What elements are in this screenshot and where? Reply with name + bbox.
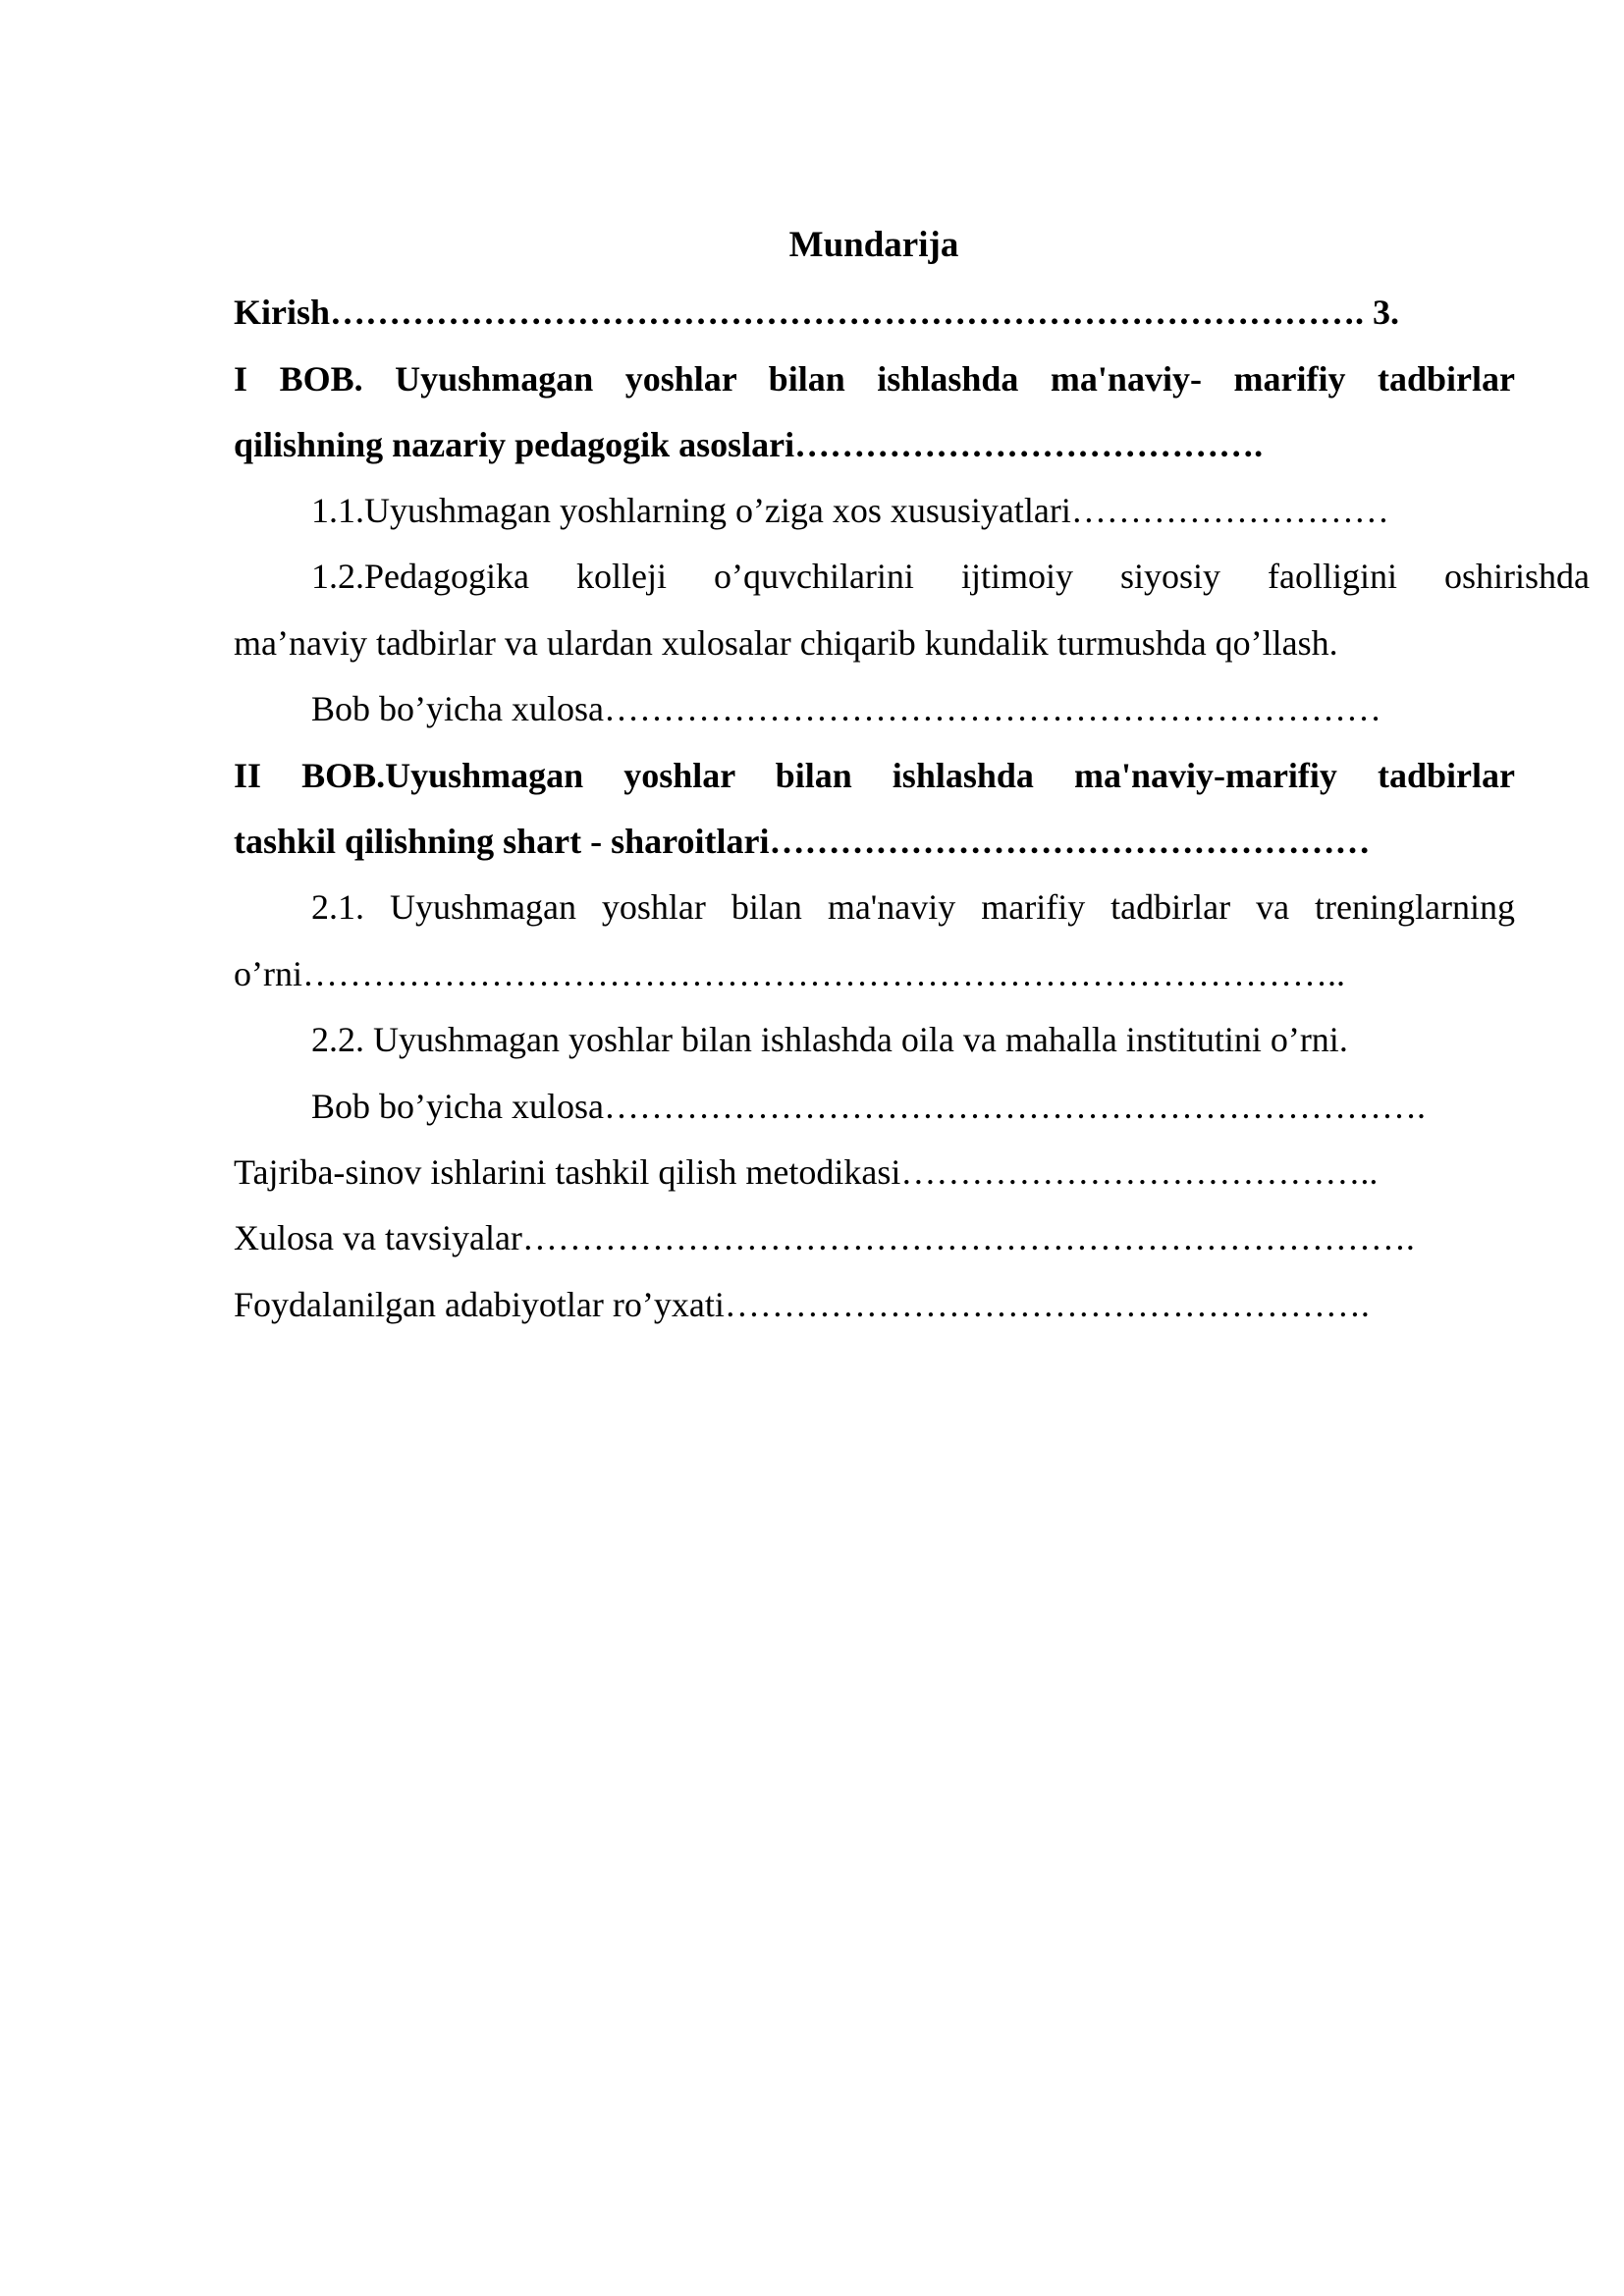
toc-chapter-1-heading: I BOB. Uyushmagan yoshlar bilan ishlashda ma'naviy- marifiy tadbirlar <box>234 359 1515 399</box>
toc-chapter-1-heading-continued: qilishning nazariy pedagogik asoslari…………………………………. <box>234 425 1264 464</box>
toc-title: Mundarija <box>788 225 959 265</box>
toc-section-1-1: 1.1.Uyushmagan yoshlarning o’ziga xos xususiyatlari……………………… <box>311 491 1389 530</box>
toc-section-1-2-continued: ma’naviy tadbirlar va ulardan xulosalar chiqarib kundalik turmushda qo’llash. <box>234 623 1338 663</box>
toc-chapter-1-conclusion: Bob bo’yicha xulosa………………………………………………………… <box>311 689 1381 728</box>
toc-section-2-1-continued: o’rni…………………………………………………………………………….. <box>234 954 1345 993</box>
toc-chapter-2-heading-continued: tashkil qilishning shart - sharoitlari…………………………………………… <box>234 822 1371 861</box>
toc-section-2-2: 2.2. Uyushmagan yoshlar bilan ishlashda oila va mahalla institutini o’rni. <box>311 1020 1348 1059</box>
toc-section-2-1: 2.1. Uyushmagan yoshlar bilan ma'naviy marifiy tadbirlar va treninglarning <box>311 887 1515 927</box>
toc-entry-introduction: Kirish……………………………………………………………………………. 3. <box>234 293 1400 332</box>
toc-section-1-2: 1.2.Pedagogika kolleji o’quvchilarini ijtimoiy siyosiy faolligini oshirishda <box>311 557 1590 596</box>
toc-entry-references: Foydalanilgan adabiyotlar ro’yxati………………………………………………. <box>234 1285 1370 1324</box>
toc-chapter-2-heading: II BOB.Uyushmagan yoshlar bilan ishlashda ma'naviy-marifiy tadbirlar <box>234 756 1515 795</box>
toc-entry-conclusions: Xulosa va tavsiyalar…………………………………………………………………. <box>234 1218 1415 1257</box>
toc-chapter-2-conclusion: Bob bo’yicha xulosa……………………………………………………………. <box>311 1087 1426 1126</box>
toc-entry-methodology: Tajriba-sinov ishlarini tashkil qilish metodikasi………………………………….. <box>234 1152 1379 1192</box>
